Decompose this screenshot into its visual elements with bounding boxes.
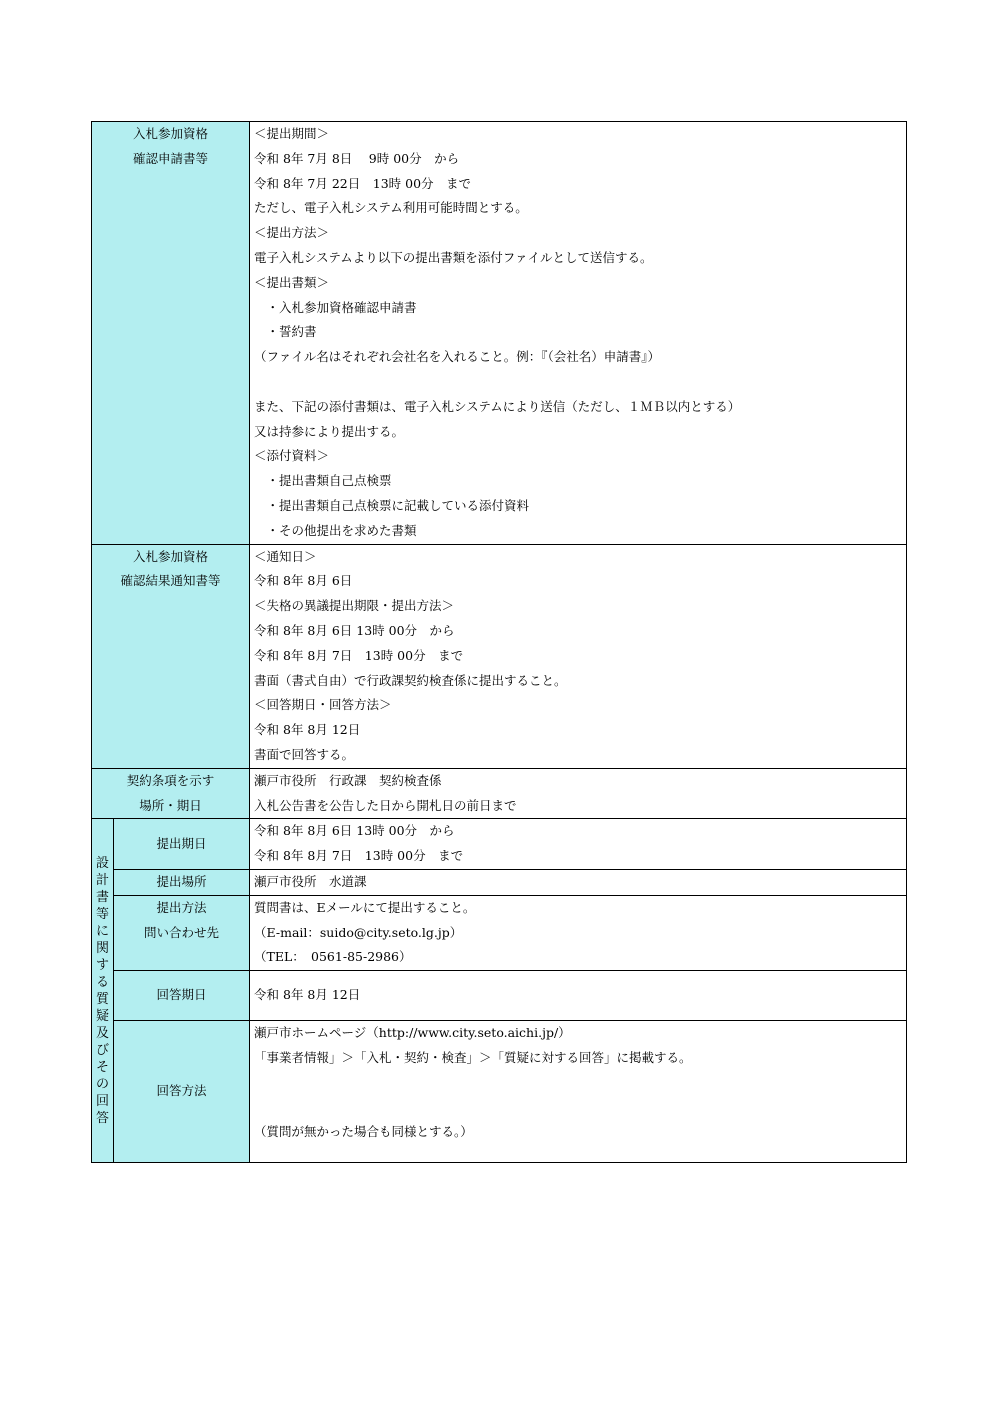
text-line: ただし、電子入札システム利用可能時間とする。 — [254, 200, 528, 216]
text-line: 又は持参により提出する。 — [254, 423, 405, 439]
text-line: 令和 8年 8月 6日 — [254, 573, 353, 589]
row-question-place — [92, 869, 907, 895]
row-application — [92, 122, 907, 545]
text-line: 電子入札システムより以下の提出書類を添付ファイルとして送信する。 — [254, 249, 653, 265]
label-answer-method — [114, 1021, 250, 1163]
text-line — [254, 370, 906, 395]
value-answer-date — [250, 971, 907, 1021]
vertical-char: 設 — [95, 855, 109, 871]
vertical-char: る — [95, 974, 109, 990]
row-answer-date — [92, 971, 907, 1021]
row-question-method — [92, 895, 907, 970]
text-line — [254, 1095, 906, 1120]
vertical-char: 書 — [95, 889, 109, 905]
text-line: 令和 8年 8月 12日 — [254, 722, 361, 738]
text-line: 令和 8年 7月 22日 13時 00分 まで — [254, 175, 472, 191]
vertical-char: の — [95, 1076, 109, 1092]
text-line: ・その他提出を求めた書類 — [254, 522, 417, 538]
text-line: 「事業者情報」＞「入札・契約・検査」＞「質疑に対する回答」に掲載する。 — [254, 1049, 692, 1065]
text-line: ＜通知日＞ — [254, 548, 317, 564]
row-answer-method — [92, 1021, 907, 1163]
row-result — [92, 544, 907, 768]
text-line: ・入札参加資格確認申請書 — [254, 299, 417, 315]
text-line: 瀬戸市役所 行政課 契約検査係 — [254, 772, 442, 788]
row-question-deadline — [92, 819, 907, 870]
text-line: ＜回答期日・回答方法＞ — [254, 697, 392, 713]
text-line: また、下記の添付書類は、電子入札システムにより送信（ただし、１ＭＢ以内とする） — [254, 398, 741, 414]
text-line: （TEL： 0561-85-2986） — [254, 949, 412, 965]
vertical-char: 質 — [95, 991, 109, 1007]
notice-table-sheet — [91, 121, 906, 1163]
vertical-char: 関 — [95, 940, 109, 956]
row-contract — [92, 768, 907, 819]
notice-table — [91, 121, 907, 1163]
vertical-char: 及 — [95, 1025, 109, 1041]
vertical-char: び — [95, 1042, 109, 1058]
value-answer-method — [250, 1021, 907, 1163]
text-line: （E-mail：suido@city.seto.lg.jp） — [254, 924, 463, 940]
text-line: 瀬戸市役所 水道課 — [254, 873, 367, 889]
text-line: 令和 8年 8月 7日 13時 00分 まで — [254, 647, 464, 663]
vertical-char: 答 — [95, 1110, 109, 1126]
vertical-char: に — [95, 923, 109, 939]
text-line: ＜提出書類＞ — [254, 274, 330, 290]
text-line: 書面で回答する。 — [254, 746, 355, 762]
text-line: ＜提出期間＞ — [254, 126, 330, 141]
label-line: 契約条項を示す — [126, 772, 215, 788]
label-line: 入札参加資格 — [133, 548, 209, 564]
label-line: 場所・期日 — [139, 797, 202, 813]
value-question-place — [250, 869, 907, 895]
text-line: 令和 8年 8月 6日 13時 00分 から — [254, 622, 455, 638]
vertical-char: す — [95, 957, 109, 973]
value-application — [250, 122, 907, 545]
label-line: 確認申請書等 — [133, 150, 209, 166]
text-line: 入札公告書を公告した日から開札日の前日まで — [254, 797, 517, 813]
text-line: ＜失格の異議提出期限・提出方法＞ — [254, 598, 455, 614]
label-line: 入札参加資格 — [133, 126, 209, 141]
text-line: 令和 8年 7月 8日 9時 00分 から — [254, 150, 460, 166]
label-line: 提出場所 — [156, 873, 207, 889]
value-question-deadline — [250, 819, 907, 870]
text-line: 令和 8年 8月 6日 13時 00分 から — [254, 823, 455, 839]
label-line: 提出方法 — [156, 899, 207, 915]
label-line: 回答期日 — [156, 987, 207, 1003]
text-line: 瀬戸市ホームページ（http://www.city.seto.aichi.jp/） — [254, 1025, 571, 1041]
label-answer-date — [114, 971, 250, 1021]
label-line: 問い合わせ先 — [144, 924, 220, 940]
label-questions-vertical — [92, 819, 114, 1163]
label-contract — [92, 768, 250, 819]
label-question-method — [114, 895, 250, 970]
vertical-char: そ — [95, 1059, 109, 1075]
label-line: 回答方法 — [156, 1083, 207, 1099]
label-application — [92, 122, 250, 545]
text-line: 書面（書式自由）で行政課契約検査係に提出すること。 — [254, 672, 567, 688]
label-result — [92, 544, 250, 768]
text-line: ＜添付資料＞ — [254, 448, 330, 464]
text-line: （ファイル名はそれぞれ会社名を入れること。例：『（会社名）申請書』） — [254, 349, 661, 365]
text-line: 令和 8年 8月 12日 — [254, 987, 361, 1003]
text-line: ・誓約書 — [254, 324, 317, 340]
text-line: ・提出書類自己点検票 — [254, 473, 392, 489]
text-line: ＜提出方法＞ — [254, 225, 330, 241]
label-line: 確認結果通知書等 — [120, 573, 221, 589]
value-contract — [250, 768, 907, 819]
value-question-method — [250, 895, 907, 970]
label-question-place — [114, 869, 250, 895]
label-question-deadline — [114, 819, 250, 870]
text-line: 令和 8年 8月 7日 13時 00分 まで — [254, 848, 464, 864]
text-line: ・提出書類自己点検票に記載している添付資料 — [254, 497, 530, 513]
value-result — [250, 544, 907, 768]
text-line: 質問書は、Eメールにて提出すること。 — [254, 899, 476, 915]
vertical-char: 計 — [95, 872, 109, 888]
label-line: 提出期日 — [156, 835, 207, 851]
text-line: （質問が無かった場合も同様とする。） — [254, 1124, 473, 1140]
text-line — [254, 1071, 906, 1096]
vertical-char: 等 — [95, 906, 109, 922]
vertical-char: 疑 — [95, 1008, 109, 1024]
vertical-char: 回 — [95, 1093, 109, 1109]
